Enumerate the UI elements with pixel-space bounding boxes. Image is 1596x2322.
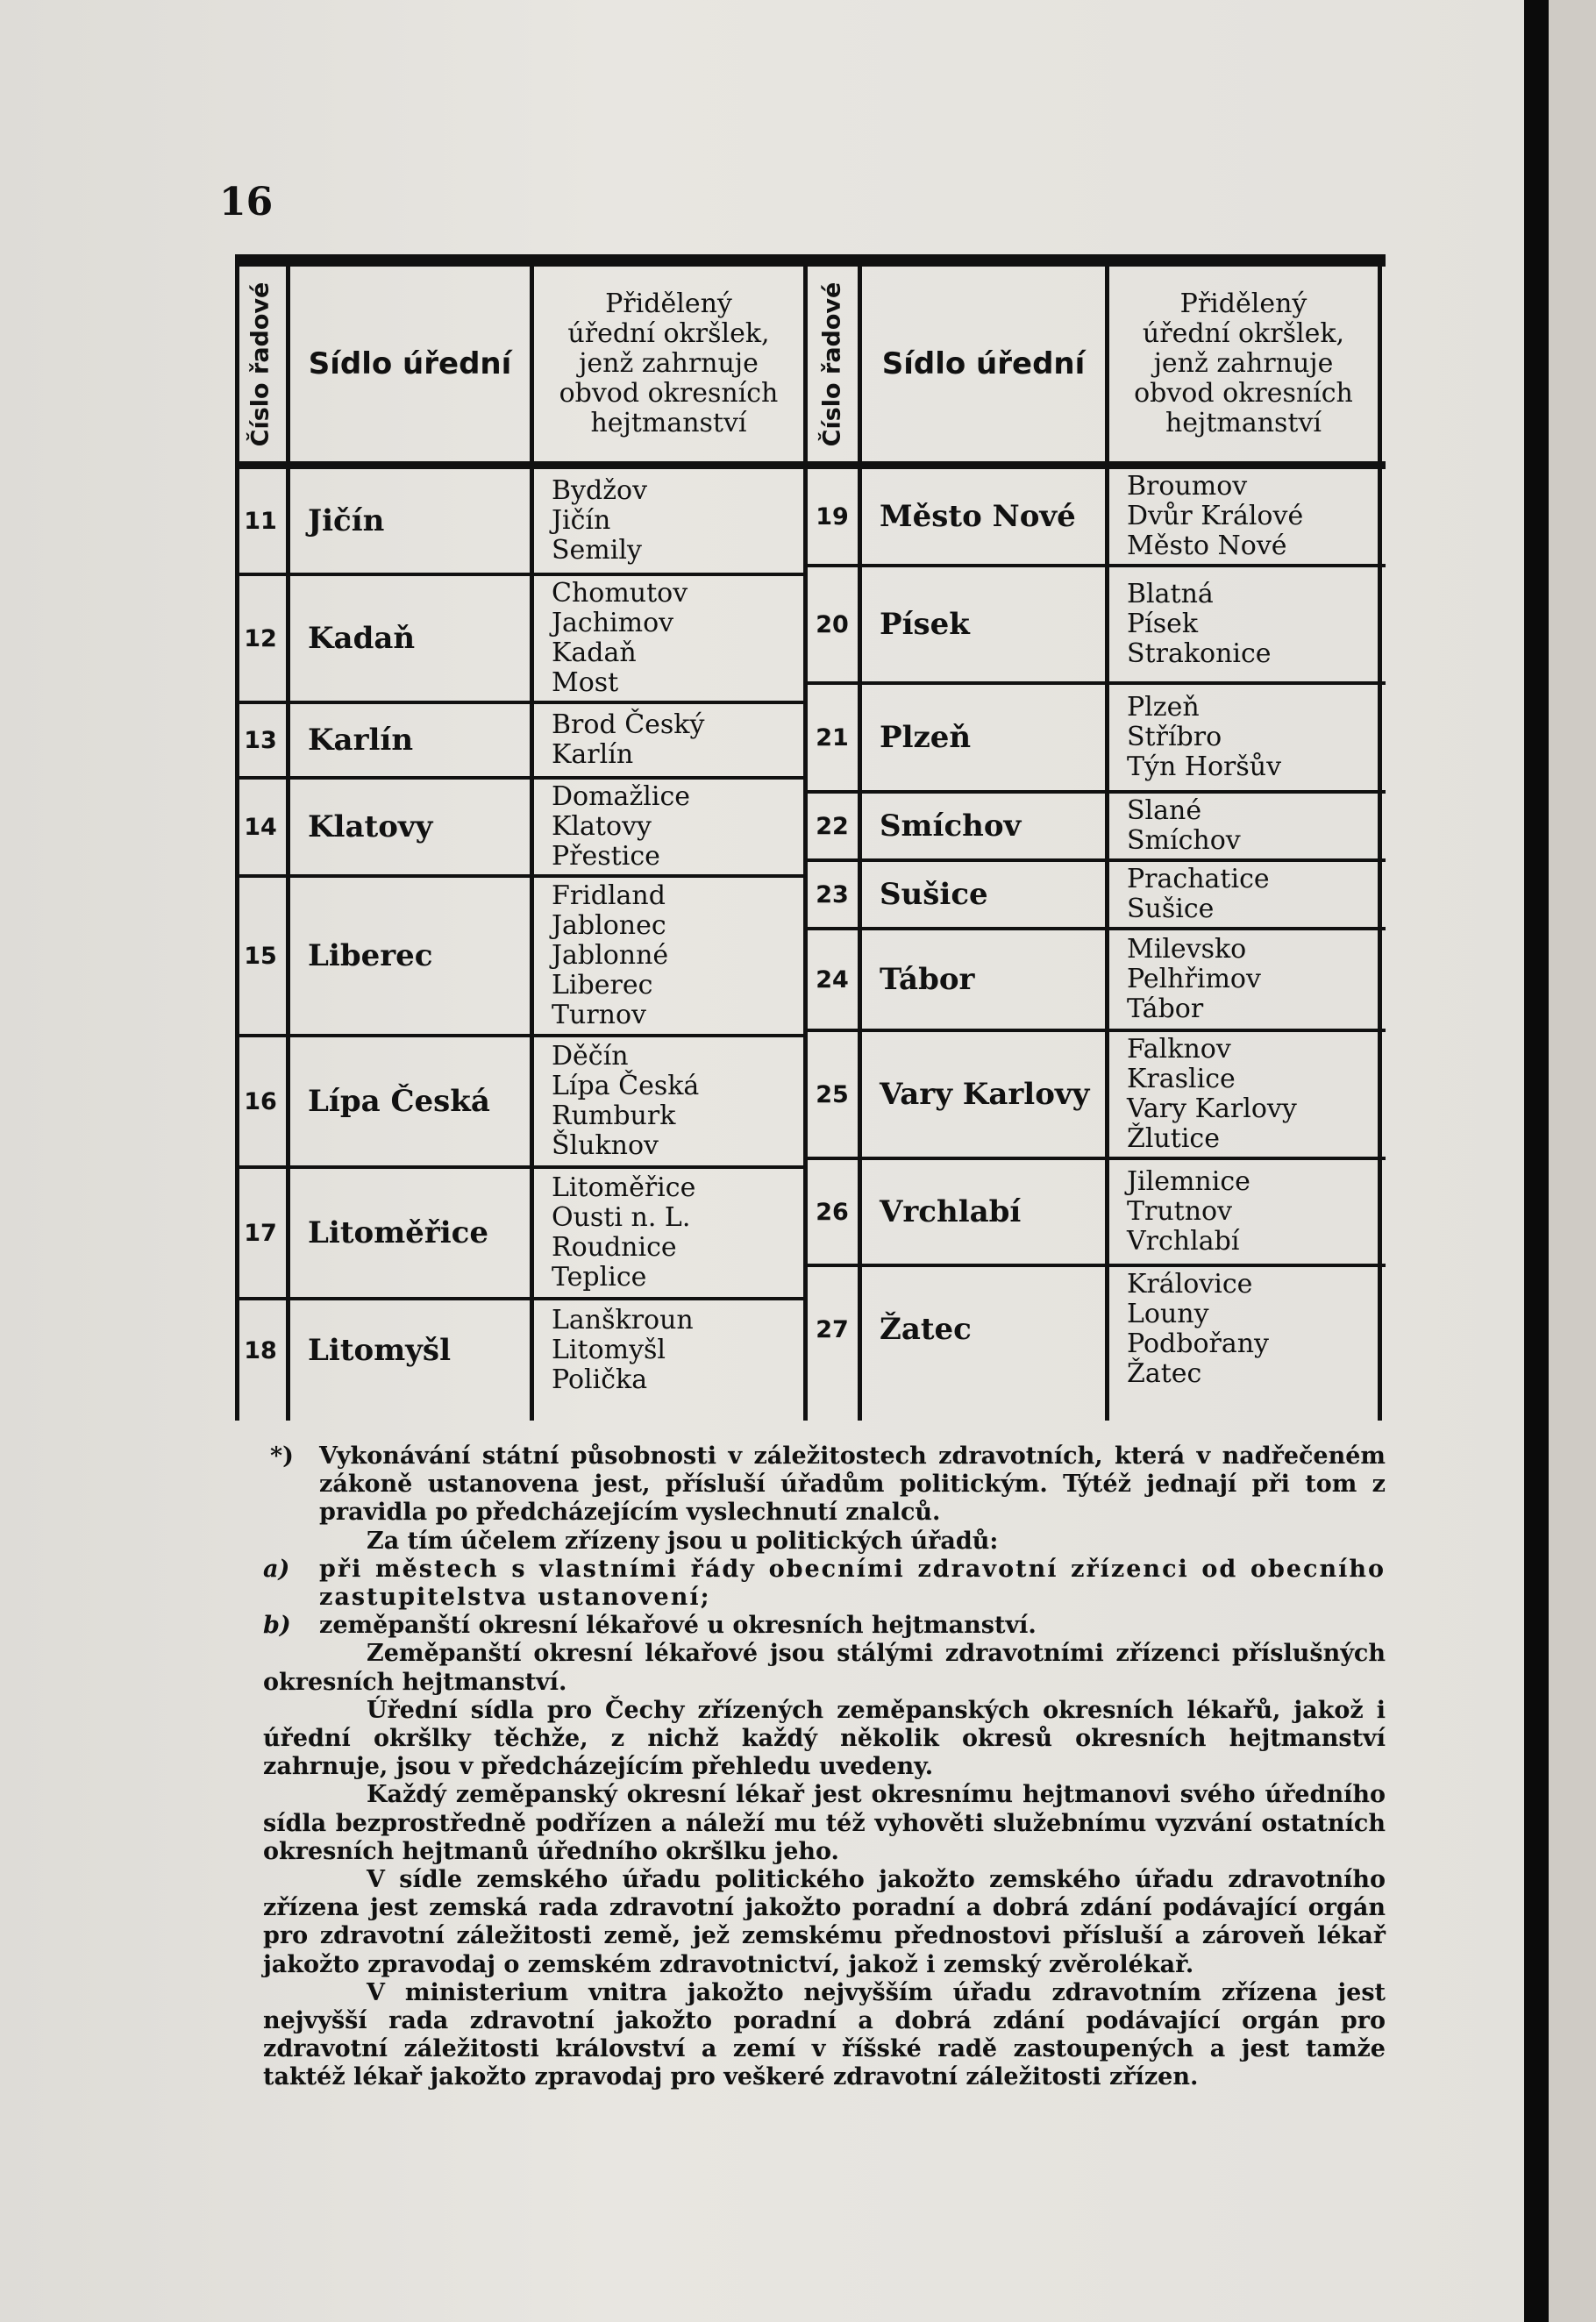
row-number: 20 (816, 610, 849, 638)
district-name: Jičín (552, 505, 611, 536)
district-list (534, 1037, 699, 1165)
official-seat: Karlín (308, 723, 414, 758)
table-row (803, 564, 1386, 681)
district-name: Podbořany (1127, 1328, 1269, 1359)
district-name: Žlutice (1127, 1123, 1220, 1154)
district-name: Louny (1127, 1299, 1209, 1329)
official-seat: Lípa Česká (308, 1084, 490, 1119)
district-name: Roudnice (552, 1232, 677, 1263)
district-name: Ousti n. L. (552, 1202, 691, 1233)
district-name: Přestice (552, 841, 660, 872)
district-name: Bydžov (552, 475, 648, 506)
district-name: Stříbro (1127, 722, 1222, 752)
table-right-half (803, 267, 1386, 1421)
row-number: 24 (816, 965, 849, 994)
district-name: Broumov (1127, 471, 1248, 502)
row-number: 17 (244, 1219, 277, 1247)
table-row (803, 1029, 1386, 1157)
district-name: Žatec (1127, 1358, 1202, 1389)
row-number: 12 (244, 624, 277, 652)
district-name: Lanškroun (552, 1305, 694, 1336)
page-number: 16 (219, 180, 274, 224)
header-seat: Sídlo úřední (881, 346, 1086, 381)
footnote-paragraph: *) Vykonávání státní působnosti v záležitostech zdravotních, která v nadřečeném zákoně ustanovena jest, přísluší úřadům politickým. Týtéž jednají při tom z pravidla po předcházejícím vyslechnutí znalců. (270, 1442, 1386, 1527)
row-number: 11 (244, 507, 277, 535)
official-seat: Litomyšl (308, 1333, 451, 1368)
row-number: 25 (816, 1080, 849, 1108)
district-list (1109, 862, 1270, 927)
paragraph: V sídle zemského úřadu politického jakožto zemského úřadu zdravotního zřízena jest zemská rada zdravotní jakožto poradní a dobrá zdání podávající orgán pro zdravotní záležitosti země, jež zemskému přednostovi přísluší a zároveň lékař jakožto zpravodaj o zemském zdravotnictví, jakož i zemský zvěrolékař. (263, 1866, 1386, 1978)
official-seat: Sušice (880, 877, 988, 912)
header-district: Přidělený úřední okršlek, jenž zahrnuje obvod okresních hejtmanství (1134, 288, 1353, 438)
table-row (803, 790, 1386, 858)
district-name: Teplice (552, 1262, 647, 1293)
district-list (1109, 794, 1241, 858)
official-seat: Liberec (308, 938, 433, 973)
district-name: Turnov (552, 1000, 647, 1030)
table-row (235, 874, 803, 1034)
table-left-half (235, 267, 803, 1421)
district-list (1109, 930, 1261, 1029)
table-row (235, 1165, 803, 1297)
district-name: Lípa Česká (552, 1071, 700, 1101)
official-seat: Kadaň (308, 621, 416, 656)
official-seat: Vrchlabí (880, 1194, 1022, 1229)
district-name: Domažlice (552, 781, 690, 812)
district-name: Jachimov (552, 608, 674, 638)
district-list (534, 1169, 695, 1297)
official-seat: Klatovy (308, 809, 433, 844)
district-name: Jablonné (552, 940, 669, 971)
body-text (263, 1442, 1386, 2092)
district-name: Sušice (1127, 894, 1215, 924)
row-number: 14 (244, 813, 277, 841)
row-number: 15 (244, 942, 277, 970)
table-row (803, 681, 1386, 790)
table-row (803, 1264, 1386, 1392)
facing-page-edge (1549, 0, 1596, 2322)
district-list (1109, 1032, 1297, 1157)
table-row (235, 1297, 803, 1400)
district-name: Město Nové (1127, 531, 1287, 561)
paragraph: V ministerium vnitra jakožto nejvyšším úřadu zdravotním zřízena jest nejvyšší rada zdravotní jakožto poradní a dobrá zdání podávající orgán pro zdravotní záležitosti království a zemí v říšské radě zastoupených a jest tamže taktéž lékař jakožto zpravodaj pro veškeré zdravotní záležitosti zřízen. (263, 1978, 1386, 2091)
district-list (1109, 567, 1272, 681)
district-name: Liberec (552, 970, 653, 1001)
district-name: Smíchov (1127, 825, 1241, 856)
header-district: Přidělený úřední okršlek, jenž zahrnuje obvod okresních hejtmanství (559, 288, 779, 438)
paragraph: Zeměpanští okresní lékařové jsou stálými zdravotními zřízenci příslušných okresních hejtmanství. (263, 1640, 1386, 1696)
district-name: Rumburk (552, 1100, 676, 1131)
district-name: Šluknov (552, 1130, 659, 1161)
paragraph: Za tím účelem zřízeny jsou u politických úřadů: (367, 1527, 999, 1555)
district-name: Milevsko (1127, 934, 1247, 965)
district-name: Jablonec (552, 910, 666, 941)
district-name: Královice (1127, 1269, 1253, 1300)
table-row (235, 466, 803, 573)
district-name: Vary Karlovy (1127, 1093, 1297, 1124)
district-name: Chomutov (552, 578, 688, 609)
district-name: Most (552, 667, 619, 698)
row-number: 26 (816, 1198, 849, 1226)
header-number: Číslo řadové (246, 281, 274, 446)
district-name: Tábor (1127, 994, 1204, 1024)
table-header-right (803, 267, 1386, 466)
table-row (235, 776, 803, 874)
district-name: Slané (1127, 795, 1202, 826)
row-number: 23 (816, 880, 849, 908)
table-row (235, 573, 803, 701)
row-number: 19 (816, 502, 849, 531)
header-number: Číslo řadové (818, 281, 846, 446)
paragraph: Úřední sídla pro Čechy zřízených zeměpanských okresních lékařů, jakož i úřední okršlky těchže, z nichž každý několik okresů okresních hejtmanství zahrnuje, jsou v předcházejícím přehledu uvedeny. (263, 1696, 1386, 1781)
list-item: a) při městech s vlastními řády obecními zdravotní zřízenci od obecního zastupitelstva ustanovení; (263, 1555, 1386, 1612)
district-name: Litomyšl (552, 1335, 666, 1365)
header-seat: Sídlo úřední (308, 346, 512, 381)
district-name: Kadaň (552, 637, 637, 668)
district-list (534, 878, 668, 1034)
book-spine-shadow (1524, 0, 1549, 2322)
district-name: Dvůr Králové (1127, 501, 1304, 531)
district-name: Písek (1127, 609, 1199, 639)
paragraph: Každý zeměpanský okresní lékař jest okresnímu hejtmanovi svého úředního sídla bezprostředně podřízen a náleží mu též vyhověti služebnímu vyzvání ostatních okresních hejtmanů úředního okršlku jeho. (263, 1781, 1386, 1865)
official-seat: Jičín (308, 503, 385, 538)
district-name: Fridland (552, 880, 666, 911)
official-seat: Žatec (880, 1312, 972, 1347)
list-item: b) zeměpanští okresní lékařové u okresních hejtmanství. (263, 1612, 1037, 1640)
district-name: Brod Český (552, 709, 705, 740)
district-name: Pelhřimov (1127, 964, 1261, 994)
row-number: 27 (816, 1315, 849, 1343)
official-seat: Město Nové (880, 499, 1076, 534)
district-physicians-table (235, 254, 1386, 1421)
district-list (1109, 1267, 1269, 1392)
district-name: Litoměřice (552, 1172, 696, 1203)
district-name: Polička (552, 1364, 648, 1395)
table-row (803, 466, 1386, 564)
district-list (534, 1300, 694, 1400)
table-row (803, 1157, 1386, 1264)
district-name: Vrchlabí (1127, 1226, 1240, 1257)
district-name: Strakonice (1127, 638, 1272, 669)
district-name: Jilemnice (1127, 1166, 1250, 1197)
table-row (235, 701, 803, 776)
district-name: Blatná (1127, 579, 1214, 609)
district-list (534, 576, 688, 701)
table-row (803, 927, 1386, 1029)
district-name: Karlín (552, 739, 634, 770)
district-name: Semily (552, 535, 642, 566)
official-seat: Litoměřice (308, 1215, 488, 1250)
district-name: Děčín (552, 1041, 629, 1072)
district-list (1109, 1160, 1250, 1264)
row-number: 16 (244, 1087, 277, 1115)
district-name: Klatovy (552, 811, 652, 842)
district-name: Falknov (1127, 1034, 1231, 1065)
district-list (534, 469, 647, 573)
official-seat: Plzeň (880, 720, 972, 755)
row-number: 18 (244, 1336, 277, 1364)
table-row (803, 858, 1386, 927)
district-list (1109, 685, 1281, 790)
row-number: 13 (244, 726, 277, 754)
official-seat: Vary Karlovy (880, 1077, 1090, 1112)
district-name: Trutnov (1127, 1196, 1233, 1227)
table-header-left (235, 267, 803, 466)
official-seat: Smíchov (880, 808, 1022, 844)
district-list (534, 704, 704, 776)
district-name: Kraslice (1127, 1064, 1236, 1094)
official-seat: Tábor (880, 962, 975, 997)
district-name: Týn Horšův (1127, 751, 1282, 782)
table-row (235, 1034, 803, 1165)
district-name: Prachatice (1127, 864, 1270, 894)
footnote-mark: *) (270, 1442, 294, 1470)
district-list (534, 780, 690, 874)
district-name: Plzeň (1127, 692, 1200, 723)
row-number: 21 (816, 723, 849, 751)
row-number: 22 (816, 812, 849, 840)
official-seat: Písek (880, 607, 970, 642)
district-list (1109, 469, 1303, 564)
